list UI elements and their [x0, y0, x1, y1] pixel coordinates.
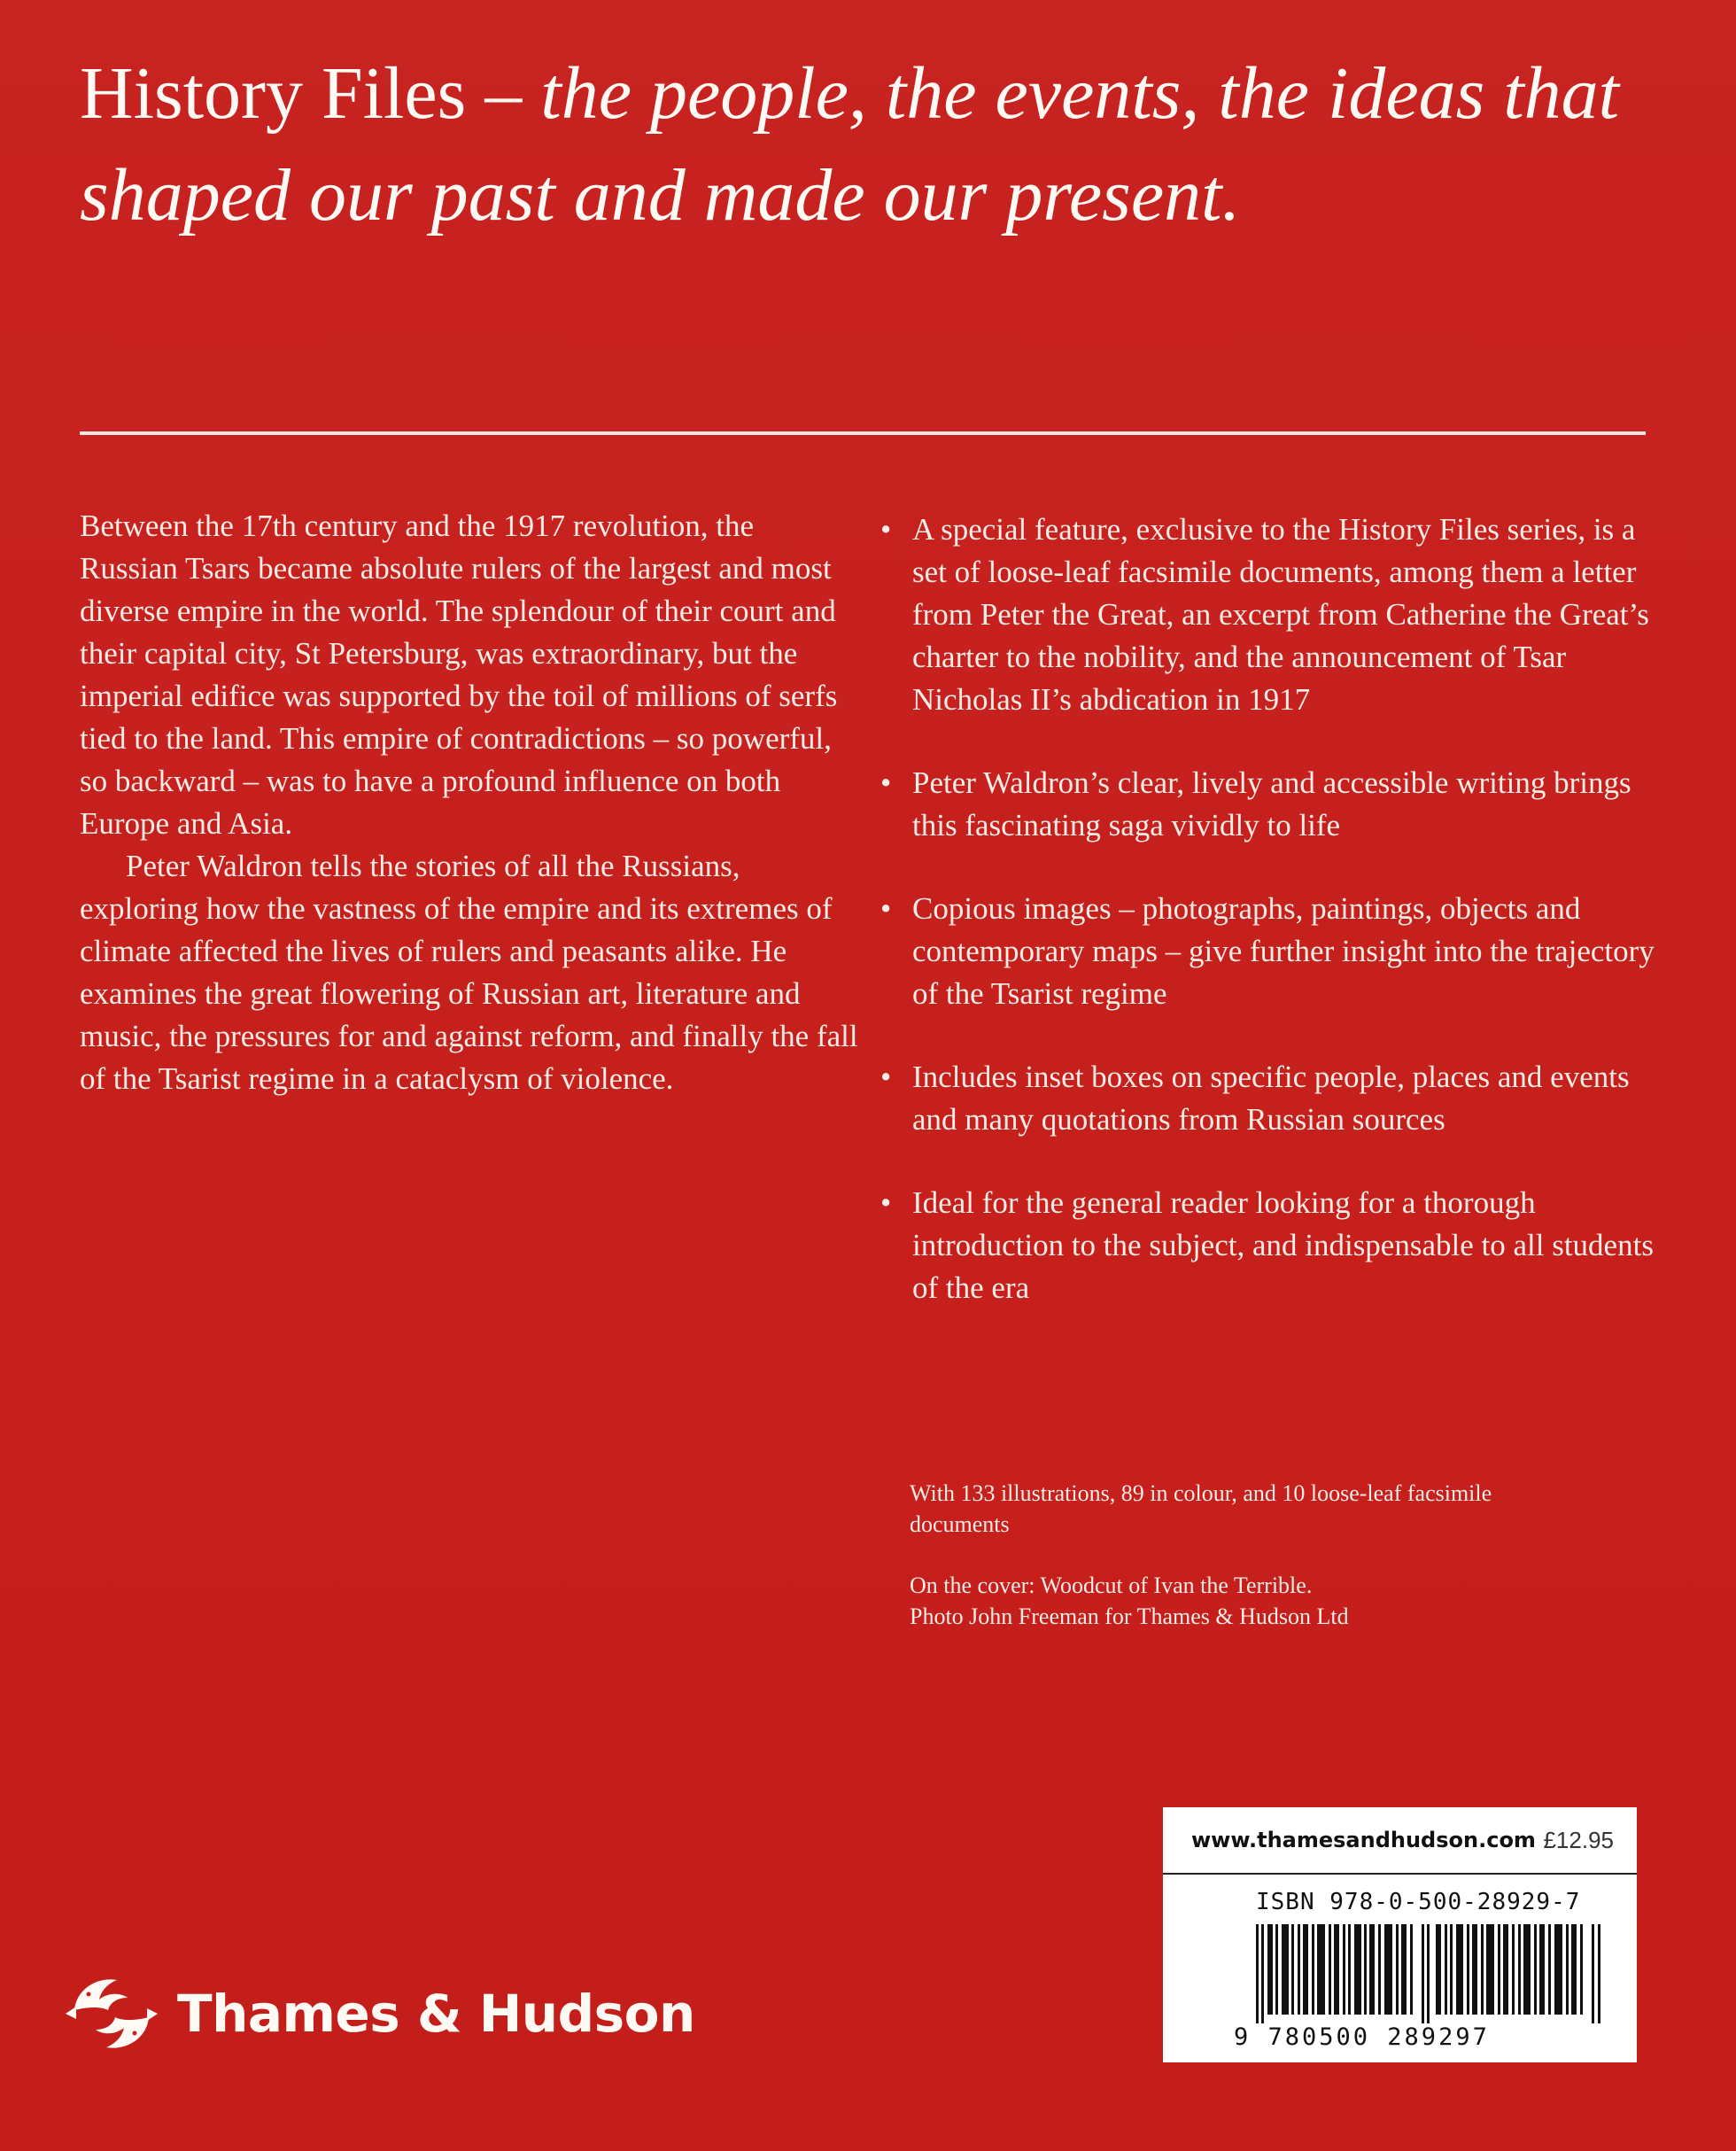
feature-text: Peter Waldron’s clear, lively and accessible writing brings this fascinating saga vividly to life: [912, 765, 1631, 843]
description-paragraph-2: Peter Waldron tells the stories of all the Russians, exploring how the vastness of the empire and its extremes of climate affected the lives of rulers and peasants alike. He examines the great flowering of Russian art, literature and music, the pressures for and against reform, and finally the fall of the Tsarist regime in a cataclysm of violence.: [80, 849, 858, 1096]
feature-text: A special feature, exclusive to the History Files series, is a set of loose-leaf facsimile documents, among them a letter from Peter the Great, an excerpt from Catherine the Great’s charter to the nobility, and the announcement of Tsar Nicholas II’s abdication in 1917: [912, 512, 1649, 717]
illustrations-note: With 133 illustrations, 89 in colour, and 10 loose-leaf facsimile documents: [910, 1480, 1492, 1537]
barcode-header: [1163, 1807, 1637, 1875]
bullet-icon: •: [880, 512, 892, 547]
description-column: [80, 505, 859, 1100]
bullet-icon: •: [880, 891, 892, 926]
notes: [910, 1478, 1583, 1662]
headline-lead: History Files –: [80, 52, 541, 135]
feature-item: [877, 1182, 1656, 1309]
website-url[interactable]: www.thamesandhudson.com: [1191, 1828, 1536, 1852]
price: £12.95: [1543, 1826, 1614, 1853]
headline-italic: the people, the events, the ideas that shaped our past and made our present.: [80, 52, 1620, 237]
feature-item: [877, 1056, 1656, 1141]
barcode-panel: [1163, 1807, 1637, 2062]
feature-list: [877, 509, 1656, 1309]
bullet-icon: •: [880, 765, 892, 800]
description-paragraph-1: Between the 17th century and the 1917 revolution, the Russian Tsars became absolute rulers of the largest and most diverse empire in the world. The splendour of their court and their capital city, St Petersburg, was extraordinary, but the imperial edifice was supported by the toil of millions of serfs tied to the land. This empire of contradictions – so powerful, so backward – was to have a profound influence on both Europe and Asia.: [80, 509, 838, 841]
feature-text: Copious images – photographs, paintings, objects and contemporary maps – give further insight into the trajectory of the Tsarist regime: [912, 891, 1655, 1011]
feature-text: Ideal for the general reader looking for a thorough introduction to the subject, and indispensable to all students of the era: [912, 1185, 1654, 1305]
publisher-logo: [62, 1971, 695, 2055]
dolphins-icon: [62, 1971, 161, 2055]
barcode-digits: 9 780500 289297: [1234, 2023, 1490, 2051]
bullet-icon: •: [880, 1060, 892, 1094]
feature-item: [877, 509, 1656, 721]
bullet-icon: •: [880, 1185, 892, 1220]
headline: [80, 43, 1639, 246]
cover-credit-line-2: Photo John Freeman for Thames & Hudson Ltd: [910, 1604, 1349, 1629]
cover-credit: [910, 1570, 1583, 1632]
isbn-label: ISBN 978-0-500-28929-7: [1256, 1889, 1581, 1915]
horizontal-divider: [80, 431, 1646, 435]
feature-item: [877, 888, 1656, 1015]
feature-item: [877, 762, 1656, 847]
barcode-bars: [1256, 1924, 1606, 2023]
features-column: [877, 509, 1656, 1350]
feature-text: Includes inset boxes on specific people, places and events and many quotations from Russian sources: [912, 1060, 1630, 1137]
publisher-name: Thames & Hudson: [177, 1983, 695, 2044]
cover-credit-line-1: On the cover: Woodcut of Ivan the Terrible.: [910, 1572, 1313, 1598]
